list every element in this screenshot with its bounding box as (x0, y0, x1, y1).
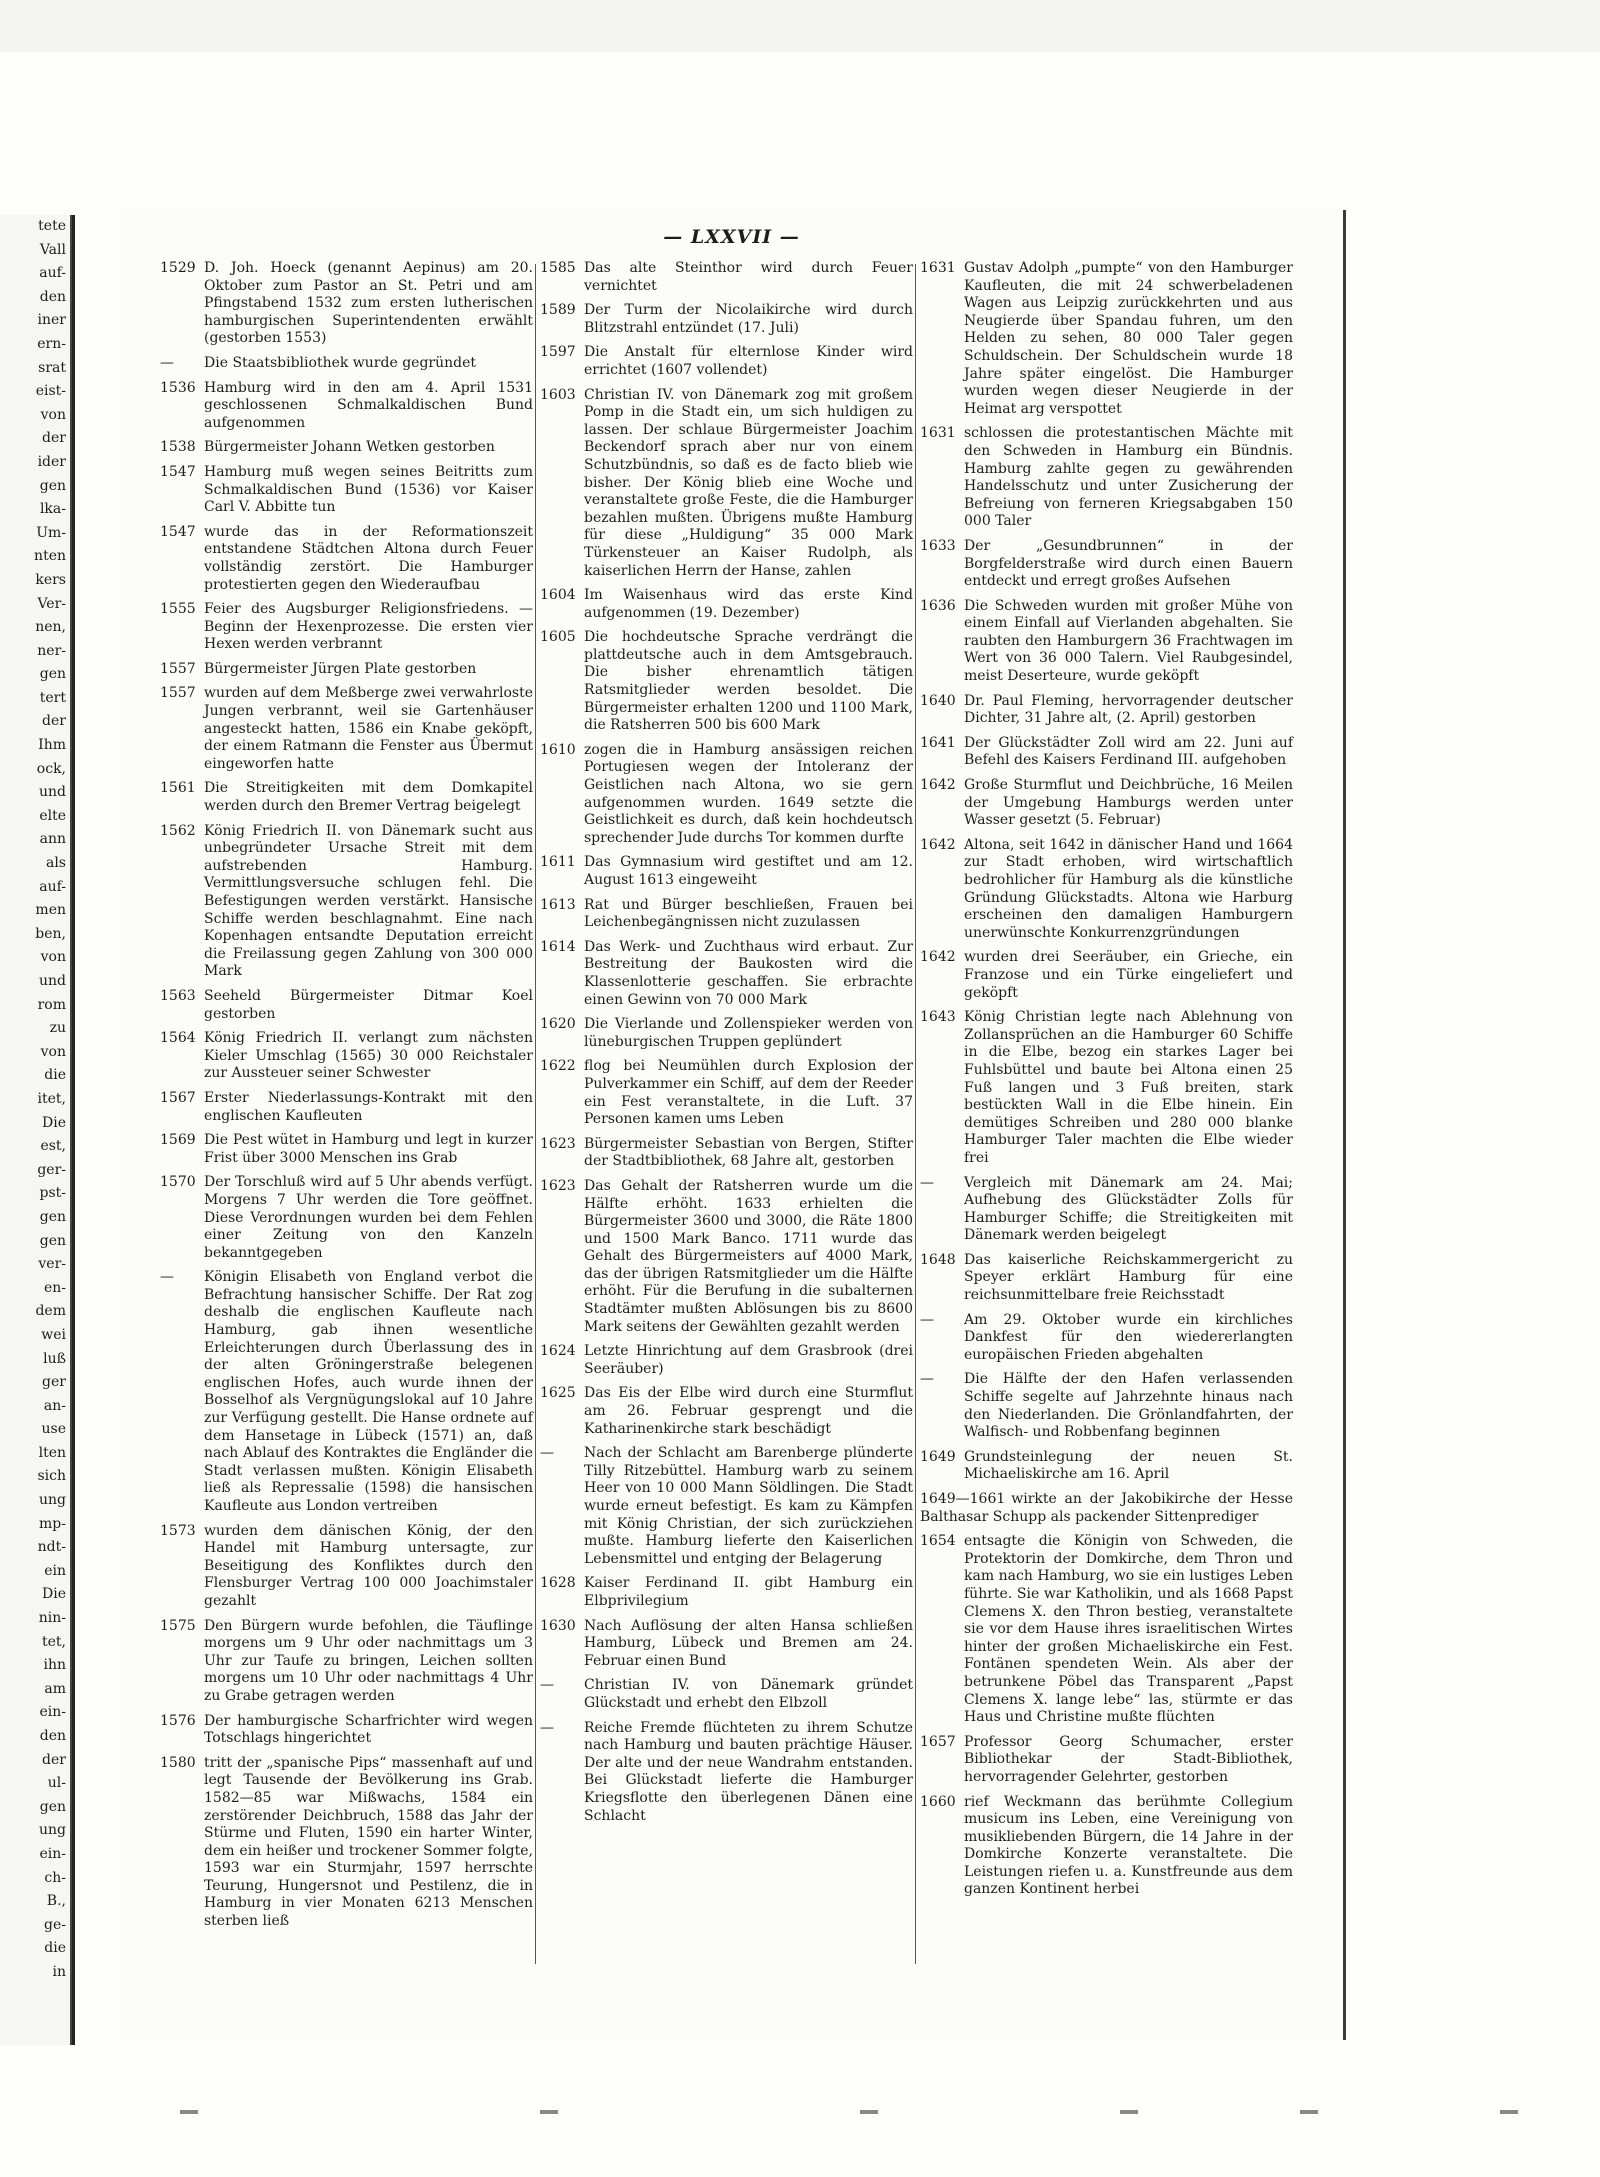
margin-fragment: von (40, 406, 66, 423)
entry-year: 1648 (920, 1251, 956, 1268)
chronicle-column-1 (160, 260, 533, 1938)
chronicle-entry (920, 425, 1293, 531)
entry-year: 1622 (540, 1058, 576, 1075)
chronicle-entry (540, 344, 913, 379)
chronicle-entry (540, 629, 913, 735)
chronicle-entry (160, 685, 533, 773)
chronicle-entry (540, 1136, 913, 1171)
entry-text: König Friedrich II. von Dänemark sucht aus unbegründeter Ursache Streit mit dem aufstrebenden Hamburg. Vermittlungsversuche schlugen fehl. Die Befestigungen werden verstärkt. Hansische Schiffe werden beschlagnahmt. Eine nach Kopenhagen entsandte Deputation erreicht die Freilassung gegen Zahlung von 300 000 Mark (204, 822, 533, 980)
entry-year: 1576 (160, 1712, 196, 1729)
chronicle-entry (160, 661, 533, 679)
entry-text: Der hamburgische Scharfrichter wird wegen Totschlags hingerichtet (204, 1712, 533, 1747)
chronicle-entry (160, 524, 533, 594)
entry-year: 1597 (540, 344, 576, 361)
margin-fragment: Vall (39, 241, 66, 258)
entry-text: Das kaiserliche Reichskammergericht zu Speyer erklärt Hamburg für eine reichsunmittelbare freie Reichsstadt (964, 1251, 1293, 1304)
margin-fragment: und (39, 784, 66, 801)
margin-fragment: gen (39, 1798, 66, 1815)
chronicle-entry (160, 439, 533, 457)
chronicle-entry (920, 693, 1293, 728)
margin-fragment: nen, (35, 619, 66, 636)
margin-fragment: der (42, 430, 66, 447)
entry-text: Am 29. Oktober wurde ein kirchliches Dankfest für den wiedererlangten europäischen Frieden abgehalten (964, 1311, 1293, 1363)
entry-text: Im Waisenhaus wird das erste Kind aufgenommen (19. Dezember) (584, 587, 913, 621)
entry-year: 1610 (540, 741, 576, 758)
entry-text: Hamburg muß wegen seines Beitritts zum Schmalkaldischen Bund (1536) vor Kaiser Carl V. Abbitte tun (204, 463, 533, 516)
margin-fragment: pst- (39, 1185, 66, 1202)
entry-year: 1623 (540, 1135, 576, 1152)
chronicle-entry (920, 1252, 1293, 1305)
entry-year: 1563 (160, 987, 196, 1004)
entry-text: Gustav Adolph „pumpte“ von den Hamburger Kaufleuten, die mit 24 schwerbeladenen Wagen aus Leipzig zurückkehrten und aus Neugierde über Spandau fuhren, um den Helden zu sehen, 80 000 Taler gegen Schuldschein. Der Schuldschein wurde 18 Jahre später eingelöst. Die Hamburger wurden wegen dieser Neugierde in der Heimat arg verspottet (964, 260, 1293, 417)
chronicle-entry (540, 1575, 913, 1610)
entry-text: Vergleich mit Dänemark am 24. Mai; Aufhebung des Glückstädter Zolls für Hamburger Schiffe; die Streitigkeiten mit Dänemark werden beigelegt (964, 1174, 1293, 1244)
entry-text: Der Torschluß wird auf 5 Uhr abends verfügt. Morgens 7 Uhr werden die Tore geöffnet. Diese Verordnungen wurden bei dem Fehlen einer Zeitung von den Kanzeln bekanntgegeben (204, 1174, 533, 1261)
chronicle-entry (920, 1449, 1293, 1484)
entry-year: 1624 (540, 1343, 576, 1360)
entry-year: 1570 (160, 1174, 196, 1191)
chronicle-entry (160, 1523, 533, 1611)
margin-fragment: auf- (39, 878, 66, 895)
entry-year: 1604 (540, 587, 576, 604)
entry-year: 1557 (160, 685, 196, 702)
margin-fragment: ein (44, 1562, 66, 1579)
entry-year: 1573 (160, 1522, 196, 1539)
margin-fragment: rom (37, 996, 66, 1013)
entry-year: 1538 (160, 439, 196, 456)
entry-text: Rat und Bürger beschließen, Frauen bei Leichenbegängnissen nicht zuzulassen (584, 896, 913, 931)
margin-fragment: elte (39, 807, 66, 824)
entry-text: flog bei Neumühlen durch Explosion der Pulverkammer ein Schiff, auf dem der Reeder ein Fest veranstaltete, in die Luft. 37 Personen kamen ums Leben (584, 1058, 913, 1128)
entry-text: Das alte Steinthor wird durch Feuer vernichtet (584, 260, 913, 294)
chronicle-entry (160, 823, 533, 981)
entry-text: Den Bürgern wurde befohlen, die Täuflinge morgens um 9 Uhr oder nachmittags um 3 Uhr zur Taufe zu bringen, Leichen sollten morgens um 10 Uhr oder nachmittags 4 Uhr zu Grabe getragen werden (204, 1617, 533, 1704)
margin-fragment: die (44, 1067, 66, 1084)
chronicle-entry (920, 1533, 1293, 1727)
margin-fragment: die (44, 1940, 66, 1957)
entry-year: 1536 (160, 379, 196, 396)
chronicle-entry (920, 598, 1293, 686)
entry-year: 1642 (920, 777, 956, 794)
chronicle-entry (920, 735, 1293, 770)
chronicle-entry (160, 1713, 533, 1748)
margin-fragment: Ver- (37, 595, 66, 612)
chronicle-entry (540, 1720, 913, 1826)
entry-text: Die Anstalt für elternlose Kinder wird errichtet (1607 vollendet) (584, 344, 913, 378)
chronicle-entry (160, 260, 533, 348)
margin-fragment: ner- (37, 642, 66, 659)
entry-year: 1636 (920, 597, 956, 614)
entry-year: 1630 (540, 1617, 576, 1634)
entry-year: 1589 (540, 302, 576, 319)
chronicle-entry (160, 780, 533, 815)
scan-bottom-marks (120, 2110, 1520, 2118)
entry-text: wurde das in der Reformationszeit entstandene Städtchen Altona durch Feuer vollständig zerstört. Die Hamburger protestierten gegen den Wiederaufbau (204, 523, 533, 593)
entry-text: Christian IV. von Dänemark zog mit großem Pomp in die Stadt ein, um sich huldigen zu lassen. Der schlaue Bürgermeister Joachim Beckendorf sprach aber nur von einem Schutzbündnis, so daß es de facto blieb wie bisher. Der König blieb eine Woche und veranstaltete große Feste, die die Hamburger bezahlen mußten. Übrigens mußte Hamburg für diese „Huldigung“ 35 000 Mark Türkensteuer an Kaiser Rudolph, als kaiserlichen Herrn der Hanse, zahlen (584, 386, 913, 579)
chronicle-entry (540, 854, 913, 889)
margin-fragment: gen (39, 666, 66, 683)
entry-year: 1641 (920, 734, 956, 751)
entry-text: König Christian legte nach Ablehnung von Zollansprüchen an die Hamburger 60 Schiffe in die Elbe, bezog ein starkes Lager bei Fuhlsbüttel und baute bei Altona einen 25 Fuß langen und 3 Fuß breiten, stark bestückten Wall in die Elbe hinein. Ein demütiges Schreiben und 280 000 blanke Hamburger Taler machten die Elbe wieder frei (964, 1009, 1293, 1166)
chronicle-entry (160, 1132, 533, 1167)
entry-text: schlossen die protestantischen Mächte mit den Schweden in Hamburg ein Bündnis. Hamburg zahlte gegen zu gewährenden Handelsschutz und unter Zusicherung der Befreiung von ferneren Kriegsabgaben 150 000 Taler (964, 425, 1293, 530)
entry-year: 1547 (160, 463, 196, 480)
margin-fragment: ock, (36, 760, 66, 777)
entry-year: 1557 (160, 660, 196, 677)
entry-year: 1649 (920, 1448, 956, 1465)
margin-fragment: ung (39, 1492, 66, 1509)
margin-fragment: und (39, 973, 66, 989)
entry-year: 1580 (160, 1754, 196, 1771)
margin-fragment: ider (37, 453, 66, 470)
margin-fragment: zu (49, 1020, 66, 1037)
entry-text: Nach der Schlacht am Barenberge plünderte Tilly Ritzebüttel. Hamburg warb zu seinem Heer von 10 000 Mann Söldlingen. Die Stadt wurde erneut befestigt. Es kam zu Kämpfen mit König Christian, der sich zurückziehen mußte. Hamburg lieferte den Kaiserlichen Lebensmittel und entging der Belagerung (584, 1445, 913, 1567)
entry-text: Hamburg wird in den am 4. April 1531 geschlossenen Schmalkaldischen Bund aufgenommen (204, 379, 533, 431)
margin-fragment: nin- (38, 1610, 66, 1627)
margin-fragment: wei (41, 1326, 66, 1343)
entry-text: Dr. Paul Fleming, hervorragender deutscher Dichter, 31 Jahre alt, (2. April) gestorben (964, 692, 1293, 727)
chronicle-entry (160, 988, 533, 1023)
margin-fragment: nten (34, 548, 66, 565)
chronicle-entry (160, 1090, 533, 1125)
margin-fragment: von (40, 949, 66, 966)
entry-text: König Friedrich II. verlangt zum nächsten Kieler Umschlag (1565) 30 000 Reichstaler zur Aussteuer seiner Schwester (204, 1030, 533, 1082)
entry-year: 1642 (920, 949, 956, 966)
margin-fragment: est, (40, 1138, 66, 1155)
entry-text: rief Weckmann das berühmte Collegium musicum ins Leben, eine Vereinigung von musikliebenden Bürgern, die 14 Jahre in der Domkirche Konzerte veranstaltete. Die Leistungen riefen u. a. Kunstfreunde aus dem ganzen Kontinent herbei (964, 1793, 1293, 1898)
entry-text: Nach Auflösung der alten Hansa schließen Hamburg, Lübeck und Bremen am 24. Februar einen Bund (584, 1617, 913, 1669)
chronicle-entry (160, 601, 533, 654)
entry-year: 1569 (160, 1132, 196, 1149)
margin-fragment: ch- (44, 1869, 66, 1886)
margin-fragment: men (35, 902, 66, 919)
entry-year: 1628 (540, 1575, 576, 1592)
margin-fragment: en- (43, 1279, 66, 1296)
entry-text: Grundsteinlegung der neuen St. Michaeliskirche am 16. April (964, 1448, 1293, 1483)
entry-year: 1625 (540, 1385, 576, 1402)
entry-year: 1654 (920, 1533, 956, 1550)
entry-text: Das Gymnasium wird gestiftet und am 12. August 1613 eingeweiht (584, 854, 913, 888)
entry-year: 1631 (920, 260, 956, 276)
margin-fragment: sich (37, 1468, 66, 1485)
entry-year: — (920, 1371, 934, 1388)
margin-fragment: am (44, 1680, 66, 1697)
entry-text: Große Sturmflut und Deichbrüche, 16 Meilen der Umgebung Hamburgs werden unter Wasser gesetzt (5. Februar) (964, 777, 1293, 829)
entry-text: zogen die in Hamburg ansässigen reichen Portugiesen wegen der Intoleranz der Geistlichen nach Altona, wo sie gern aufgenommen wurden. 1649 setzte die Geistlichkeit es durch, daß kein hochdeutsch sprechender Jude durchs Tor kommen durfte (584, 741, 913, 846)
entry-year: 1620 (540, 1016, 576, 1033)
chronicle-entry (160, 1618, 533, 1706)
entry-text: Die Hälfte der den Hafen verlassenden Schiffe segelte auf Jahrzehnte hinaus nach den Niederlanden. Die Grönlandfahrten, der Walfisch- und Robbenfang beginnen (964, 1371, 1293, 1441)
entry-text: Bürgermeister Jürgen Plate gestorben (204, 660, 477, 677)
margin-fragment: B., (46, 1893, 66, 1910)
chronicle-entry (920, 949, 1293, 1002)
margin-fragment: als (45, 855, 66, 872)
margin-fragment: Die (42, 1114, 66, 1131)
entry-year: — (540, 1445, 554, 1462)
margin-fragment: an- (43, 1397, 66, 1414)
entry-year: 1603 (540, 386, 576, 403)
chronicle-entry (540, 1343, 913, 1378)
margin-fragment: iner (37, 312, 66, 329)
entry-text: Bürgermeister Johann Wetken gestorben (204, 439, 495, 456)
margin-fragment: der (42, 713, 66, 730)
chronicle-entry (160, 464, 533, 517)
margin-fragment: tete (38, 218, 66, 234)
entry-year: 1631 (920, 425, 956, 442)
margin-fragment: in (52, 1963, 66, 1980)
chronicle-entry (540, 939, 913, 1009)
margin-fragment: eist- (35, 383, 66, 400)
entry-text: Das Werk- und Zuchthaus wird erbaut. Zur Bestreitung der Baukosten wird die Klassenlotterie geschaffen. Sie erbrachte einen Gewinn von 70 000 Mark (584, 938, 913, 1008)
chronicle-entry (540, 302, 913, 337)
entry-year: 1555 (160, 601, 196, 618)
chronicle-entry (540, 260, 913, 295)
chronicle-column-3 (920, 260, 1293, 1906)
entry-text: Die Streitigkeiten mit dem Domkapitel werden durch den Bremer Vertrag beigelegt (204, 780, 533, 815)
chronicle-entry (540, 1445, 913, 1568)
book-page (120, 210, 1346, 2040)
entry-year: — (540, 1719, 554, 1736)
margin-fragment: ndt- (37, 1539, 66, 1556)
margin-fragment: ung (39, 1822, 66, 1839)
margin-fragment: srat (38, 359, 66, 376)
chronicle-entry (540, 587, 913, 622)
margin-fragment: itet, (37, 1090, 66, 1107)
entry-text: Kaiser Ferdinand II. gibt Hamburg ein Elbprivilegium (584, 1575, 913, 1609)
chronicle-entry (160, 1030, 533, 1083)
entry-year: — (920, 1174, 934, 1191)
margin-fragment: tet, (42, 1633, 66, 1650)
margin-fragment: ein- (39, 1704, 66, 1721)
chronicle-entry (920, 1734, 1293, 1787)
entry-text: Der Glückstädter Zoll wird am 22. Juni auf Befehl des Kaisers Ferdinand III. aufgehoben (964, 734, 1293, 769)
entry-text: Christian IV. von Dänemark gründet Glückstadt und erhebt den Elbzoll (584, 1677, 913, 1711)
margin-fragment: Die (42, 1586, 66, 1603)
margin-fragment: ger- (37, 1161, 66, 1178)
entry-text: Die Vierlande und Zollenspieker werden von lüneburgischen Truppen geplündert (584, 1016, 913, 1050)
entry-year: 1643 (920, 1009, 956, 1026)
chronicle-entry (920, 1491, 1293, 1526)
entry-text: Das Eis der Elbe wird durch eine Sturmflut am 26. Februar gesprengt und die Katharinenkirche stark beschädigt (584, 1385, 913, 1437)
chronicle-entry (920, 1009, 1293, 1167)
margin-fragment: gen (39, 1232, 66, 1249)
entry-year: 1567 (160, 1089, 196, 1106)
margin-fragment: ern- (37, 335, 66, 352)
chronicle-entry (920, 1371, 1293, 1441)
margin-fragment: luß (43, 1350, 66, 1367)
entry-text: Die Pest wütet in Hamburg und legt in kurzer Frist über 3000 Menschen ins Grab (204, 1132, 533, 1166)
entry-text: wirkte an der Jakobikirche der Hesse Balthasar Schupp als packender Sittenprediger (920, 1491, 1293, 1525)
entry-text: Reiche Fremde flüchteten zu ihrem Schutze nach Hamburg und bauten prächtige Häuser. Der alte und der neue Wandrahm entstanden. Bei Glückstadt lieferte die Hamburger Kriegsflotte den überlegenen Dänen eine Schlacht (584, 1719, 913, 1824)
margin-fragment: ein- (39, 1845, 66, 1862)
chronicle-entry (920, 1175, 1293, 1245)
entry-year: 1561 (160, 780, 196, 797)
chronicle-entry (160, 1269, 533, 1515)
entry-year: 1529 (160, 260, 196, 276)
chronicle-entry (160, 1174, 533, 1262)
entry-text: Das Gehalt der Ratsherren wurde um die Hälfte erhöht. 1633 erhielten die Bürgermeister 3600 und 3000, die Räte 1800 und 1500 Mark Banco. 1711 wurde das Gehalt des Bürgermeisters auf 4000 Mark, das der übrigen Ratsmitglieder um die Hälfte erhöht. Für die Berufung in die subalternen Stadtämter mußten Ablösungen bis zu 8600 Mark seitens der Gewählten gezahlt werden (584, 1177, 913, 1335)
entry-text: Feier des Augsburger Religionsfriedens. — Beginn der Hexenprozesse. Die ersten vier Hexen werden verbrannt (204, 601, 533, 653)
entry-text: entsagte die Königin von Schweden, die Protektorin der Domkirche, dem Thron und kam nach Hamburg, wo sie ein lustiges Leben führte. Sie war Katholikin, und als 1668 Papst Clemens X. den Thron bestieg, veranstaltete sie vor dem Hause ihres israelitischen Wirtes hinter der großen Michaeliskirche ein Fest. Fontänen spendeten Wein. Als aber der betrunkene Pöbel das Transparent „Papst Clemens X. lange lebe“ las, stürmte er das Haus und Christine mußte flüchten (964, 1533, 1293, 1726)
entry-year: 1611 (540, 854, 576, 871)
page-fold-line (72, 215, 75, 2045)
entry-year: — (540, 1677, 554, 1694)
entry-text: Der „Gesundbrunnen“ in der Borgfelderstraße wird durch einen Bauern entdeckt und erregt großes Aufsehen (964, 537, 1293, 590)
entry-text: Die Staatsbibliothek wurde gegründet (204, 354, 477, 371)
margin-fragment: ihn (43, 1657, 66, 1674)
chronicle-entry (920, 837, 1293, 943)
previous-page-margin (0, 215, 72, 2045)
margin-fragment: dem (35, 1303, 66, 1320)
entry-year: 1585 (540, 260, 576, 276)
entry-year: — (160, 1269, 174, 1286)
chronicle-entry (540, 387, 913, 581)
margin-fragment: ger (42, 1374, 66, 1391)
entry-text: Die hochdeutsche Sprache verdrängt die plattdeutsche auch in dem Amtsgebrauch. Die bisher ehrenamtlich tätigen Ratsmitglieder werden besoldet. Die Bürgermeister erhalten 1200 und 1100 Mark, die Ratsherren 500 bis 600 Mark (584, 629, 913, 734)
entry-year: 1640 (920, 692, 956, 709)
margin-fragment: ben, (35, 925, 66, 942)
margin-fragment: tert (39, 689, 66, 706)
margin-fragment: auf- (39, 265, 66, 282)
column-rule (915, 264, 916, 1964)
margin-fragment: use (41, 1421, 66, 1438)
entry-year: 1547 (160, 523, 196, 540)
entry-year: 1562 (160, 822, 196, 839)
margin-fragment: ver- (38, 1256, 66, 1273)
entry-year: 1657 (920, 1733, 956, 1750)
entry-year: 1605 (540, 629, 576, 646)
margin-fragment: gen (39, 1208, 66, 1225)
entry-year: 1614 (540, 938, 576, 955)
entry-text: Der Turm der Nicolaikirche wird durch Blitzstrahl entzündet (17. Juli) (584, 302, 913, 336)
margin-fragment: lten (38, 1444, 66, 1461)
chronicle-entry (540, 742, 913, 848)
margin-fragment: von (40, 1043, 66, 1060)
chronicle-entry (920, 1312, 1293, 1365)
entry-text: Königin Elisabeth von England verbot die Befrachtung hansischer Schiffe. Der Rat zog deshalb die englischen Kaufleute nach Hamburg, gab ihnen wesentliche Erleichterungen durch Überlassung des in der alten Gröningerstraße belegenen englischen Hofes, auch wurde ihnen der Bosselhof als Vergnügungslokal auf 10 Jahre zur Verfügung gestellt. Die Hanse ordnete auf dem Hansetage in Lübeck (1571) an, daß nach Ablauf des Kontraktes die Engländer die Stadt verlassen mußten. Königin Elisabeth ließ als Repressalie (1598) die hansischen Kaufleute aus London vertreiben (204, 1269, 533, 1514)
entry-text: D. Joh. Hoeck (genannt Aepinus) am 20. Oktober zum Pastor an St. Petri und am Pfingstabend 1532 zum ersten lutherischen hamburgischen Superintendenten erwählt (gestorben 1553) (204, 260, 533, 347)
page-number: — LXXVII — (663, 226, 800, 248)
scan-top-shade (0, 0, 1600, 52)
chronicle-entry (540, 1058, 913, 1128)
chronicle-entry (920, 777, 1293, 830)
entry-year: 1660 (920, 1793, 956, 1810)
chronicle-entry (540, 1385, 913, 1438)
entry-text: Seeheld Bürgermeister Ditmar Koel gestorben (204, 987, 533, 1022)
margin-fragment: der (42, 1751, 66, 1768)
entry-text: tritt der „spanische Pips“ massenhaft auf und legt Tausende der Bevölkerung ins Grab. 1582—85 war Mißwachs, 1584 ein zerstörender Deichbruch, 1588 das Jahr der Stürme und Fluten, 1590 ein harter Winter, dem ein heißer und trockener Sommer folgte, 1593 war ein Sturmjahr, 1597 herrschte Teurung, Hungersnot und Pestilenz, die in Hamburg in vier Monaten 6213 Menschen sterben ließ (204, 1754, 533, 1930)
chronicle-entry (920, 1794, 1293, 1900)
margin-fragment: Um- (36, 524, 66, 541)
entry-year: 1642 (920, 836, 956, 853)
entry-text: wurden dem dänischen König, der den Handel mit Hamburg untersagte, zur Beseitigung des Konfliktes durch den Flensburger Vertrag 100 000 Joachimstaler gezahlt (204, 1522, 533, 1609)
entry-text: wurden auf dem Meßberge zwei verwahrloste Jungen verbrannt, weil sie Gartenhäuser angesteckt hatten, 1586 ein Knabe geköpft, der einem Ratmann die Fenster aus Übermut eingeworfen hatte (204, 685, 533, 772)
margin-fragment: den (39, 288, 66, 305)
chronicle-entry (920, 538, 1293, 591)
chronicle-entry (920, 260, 1293, 418)
entry-year: 1649—1661 (920, 1491, 1006, 1507)
margin-fragment: gen (39, 477, 66, 494)
margin-fragment: Ihm (38, 737, 66, 754)
entry-text: Letzte Hinrichtung auf dem Grasbrook (drei Seeräuber) (584, 1343, 913, 1377)
entry-year: 1575 (160, 1617, 196, 1634)
chronicle-entry (160, 1755, 533, 1931)
margin-fragment: ann (39, 831, 66, 848)
chronicle-entry (540, 1618, 913, 1671)
entry-text: Professor Georg Schumacher, erster Bibliothekar der Stadt-Bibliothek, hervorragender Gelehrter, gestorben (964, 1733, 1293, 1785)
margin-fragment: kers (35, 571, 66, 588)
margin-fragment: den (39, 1728, 66, 1744)
entry-text: Erster Niederlassungs-Kontrakt mit den englischen Kaufleuten (204, 1089, 533, 1124)
margin-fragment: ge- (44, 1916, 66, 1933)
chronicle-entry (540, 1677, 913, 1712)
entry-year: 1613 (540, 896, 576, 913)
chronicle-entry (540, 1178, 913, 1336)
entry-year: 1564 (160, 1030, 196, 1047)
chronicle-entry (540, 1016, 913, 1051)
margin-fragment: lka- (39, 501, 66, 518)
margin-fragment: ul- (47, 1775, 66, 1792)
entry-text: Altona, seit 1642 in dänischer Hand und 1664 zur Stadt erhoben, wird wirtschaftlich bedrohlicher für Hamburg als die künstliche Gründung Glückstadts. Altona wie Harburg erscheinen den damaligen Hamburgern unerwünschte Konkurrenzgründungen (964, 836, 1293, 941)
column-rule (535, 264, 536, 1964)
entry-year: 1633 (920, 537, 956, 554)
entry-year: — (160, 354, 174, 371)
chronicle-entry (540, 897, 913, 932)
entry-year: 1623 (540, 1177, 576, 1194)
margin-fragment: mp- (39, 1515, 66, 1532)
chronicle-column-2 (540, 260, 913, 1832)
entry-year: — (920, 1311, 934, 1328)
entry-text: Bürgermeister Sebastian von Bergen, Stifter der Stadtbibliothek, 68 Jahre alt, gestorben (584, 1135, 913, 1170)
entry-text: Die Schweden wurden mit großer Mühe von einem Einfall auf Vierlanden abgehalten. Sie raubten den Hamburgern 36 Frachtwagen im Wert von 36 000 Talern. Viel Raubgesindel, meist Deserteure, wurde geköpft (964, 597, 1293, 685)
entry-text: wurden drei Seeräuber, ein Grieche, ein Franzose und ein Türke eingeliefert und geköpft (964, 949, 1293, 1001)
chronicle-entry (160, 380, 533, 433)
chronicle-entry (160, 355, 533, 373)
